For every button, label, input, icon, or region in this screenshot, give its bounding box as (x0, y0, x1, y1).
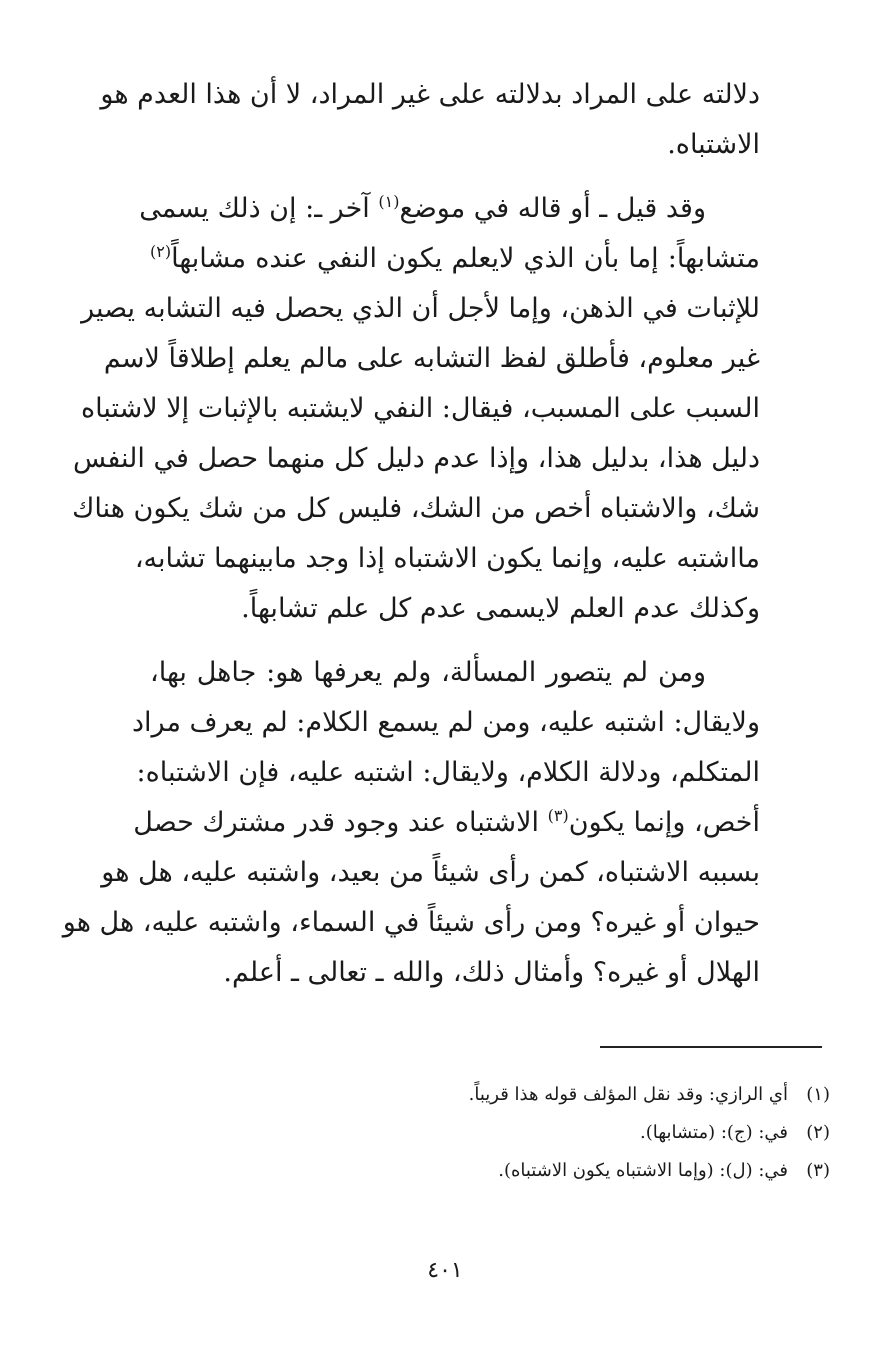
main-text (62, 70, 760, 998)
footnote-ref-2[interactable]: (٢) (150, 242, 172, 261)
footnote-text: في: (ل): (وإما الاشتباه يكون الاشتباه). (498, 1160, 788, 1181)
text-line: وكذلك عدم العلم لايسمى عدم كل علم تشابهاً. (241, 593, 760, 624)
page-number: ٤٠١ (427, 1258, 463, 1283)
text-fragment: ومن لم يتصور المسألة، ولم يعرفها هو: جاهل بها، (150, 657, 706, 688)
footnote-ref-3[interactable]: (٣) (547, 806, 569, 825)
text-line: الاشتباه. (667, 129, 760, 160)
footnotes (300, 1076, 830, 1190)
text-line: غير معلوم، فأطلق لفظ التشابه على مالم يعلم إطلاقاً لاسم (103, 343, 760, 374)
text-line: حيوان أو غيره؟ ومن رأى شيئاً في السماء، واشتبه عليه، هل هو (62, 907, 760, 938)
footnote-text: أي الرازي: وقد نقل المؤلف قوله هذا قريباً. (468, 1084, 788, 1105)
text-line: للإثبات في الذهن، وإما لأجل أن الذي يحصل فيه التشابه يصير (81, 293, 760, 324)
text-line: بسببه الاشتباه، كمن رأى شيئاً من بعيد، واشتبه عليه، هل هو (101, 857, 760, 888)
text-fragment: وقد قيل ـ أو قاله في موضع (399, 193, 706, 224)
text-line: مااشتبه عليه، وإنما يكون الاشتباه إذا وجد مابينهما تشابه، (134, 543, 760, 574)
footnote-3 (300, 1152, 830, 1190)
paragraph-3 (62, 648, 760, 998)
text-line: ولايقال: اشتبه عليه، ومن لم يسمع الكلام: لم يعرف مراد (132, 707, 760, 738)
text-line: دلالته على المراد بدلالته على غير المراد، لا أن هذا العدم هو (100, 79, 760, 110)
text-line: شك، والاشتباه أخص من الشك، فليس كل من شك يكون هناك (72, 493, 760, 524)
text-line: السبب على المسبب، فيقال: النفي لايشتبه بالإثبات إلا لاشتباه (81, 393, 760, 424)
text-line (133, 798, 760, 848)
text-line: المتكلم، ودلالة الكلام، ولايقال: اشتبه عليه، فإن الاشتباه: (136, 757, 760, 788)
text-fragment: آخر ـ: إن ذلك يسمى (139, 193, 370, 224)
footnote-2 (300, 1114, 830, 1152)
text-fragment: متشابهاً: إما بأن الذي لايعلم يكون النفي عنده مشابهاً (171, 243, 760, 274)
footnote-ref-1[interactable]: (١) (378, 192, 400, 211)
text-line (150, 234, 760, 284)
text-fragment: أخص، وإنما يكون (568, 807, 760, 838)
footnote-number: (٣) (806, 1160, 830, 1181)
footnote-1 (300, 1076, 830, 1114)
footnote-number: (١) (806, 1084, 830, 1105)
text-fragment: الاشتباه عند وجود قدر مشترك حصل (133, 807, 540, 838)
text-line: الهلال أو غيره؟ وأمثال ذلك، والله ـ تعالى ـ أعلم. (223, 957, 760, 988)
text-line (150, 648, 760, 698)
text-line (139, 184, 760, 234)
paragraph-1 (100, 70, 760, 170)
text-line: دليل هذا، بدليل هذا، وإذا عدم دليل كل منهما حصل في النفس (72, 443, 760, 474)
footnote-text: في: (ج): (متشابها). (639, 1122, 788, 1143)
footnote-number: (٢) (806, 1122, 830, 1143)
footnote-separator (600, 1046, 822, 1048)
paragraph-2 (72, 184, 760, 634)
